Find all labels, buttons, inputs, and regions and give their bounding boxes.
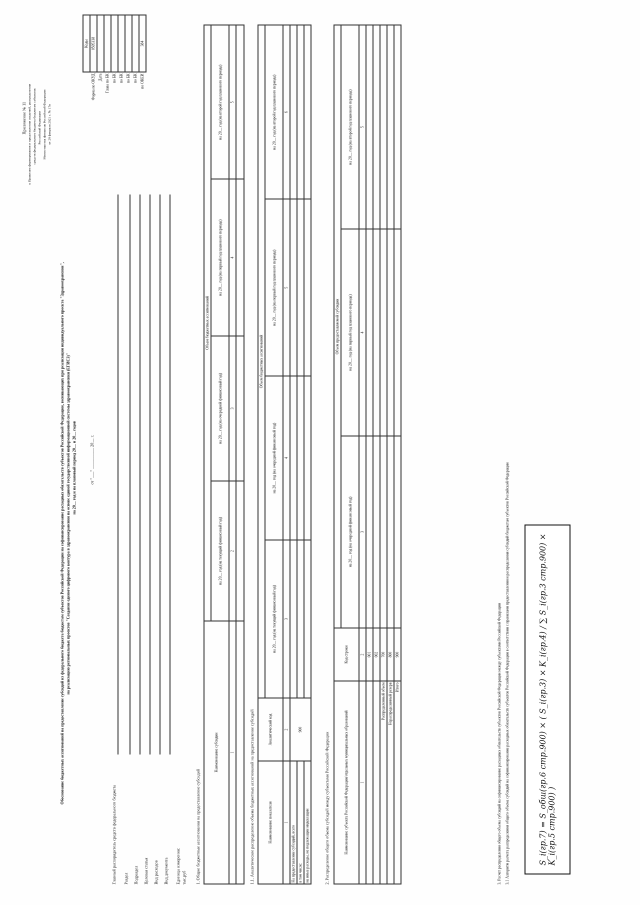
col-num: 4 xyxy=(283,376,290,540)
codes-value xyxy=(111,15,118,72)
table-cell xyxy=(380,25,387,229)
col-header: на 20__ год (на первый год планового периода) xyxy=(211,179,229,335)
table-cell xyxy=(366,25,373,229)
rotated-form xyxy=(1,0,640,905)
col-num: 3 xyxy=(359,436,366,628)
col-group-header: Объем бюджетных ассигнований xyxy=(258,25,265,698)
field-label: Вид расходов xyxy=(153,860,159,885)
table-cell xyxy=(366,436,373,628)
row-label: Итого xyxy=(394,681,401,884)
col-header: на 20__ год (на второй год планового периода) xyxy=(265,25,283,199)
codes-value xyxy=(118,15,125,72)
field-line xyxy=(118,195,119,755)
col-header: на 20__ год (на текущий финансовый год) xyxy=(265,540,283,698)
field-label: Целевая статья xyxy=(143,857,149,885)
codes-label: по БК xyxy=(126,73,131,84)
col-header: Код строки xyxy=(334,628,359,681)
row-label: на иные расходы, не подлежащие индексации xyxy=(304,761,311,884)
col-header: на 20__ год (на очередной финансовый год) xyxy=(265,376,283,540)
col-header: на 20__ год (на очередной финансовый год) xyxy=(211,336,229,481)
table-cell xyxy=(380,229,387,436)
appendix-line: Приложение № 11 xyxy=(21,101,27,135)
row-label: в том числе: xyxy=(297,761,304,884)
formula-text: S_i(гр.7) = S_обш(гр.6 стр.900) × ( S_i(гр.3) × K_i(гр.4) / ∑ S_i(гр.3 стр.900) × K_i(гр.5 стр.900) ) xyxy=(538,533,557,866)
codes-label: Дата xyxy=(98,73,103,82)
row-code: 700 xyxy=(380,628,387,681)
field-line xyxy=(140,195,141,755)
table-cell xyxy=(373,681,380,884)
table-cell xyxy=(236,336,244,481)
col-header: Аналитический код xyxy=(258,698,283,761)
table-cell xyxy=(290,540,297,698)
codes-label: по БК xyxy=(112,73,117,84)
codes-value xyxy=(97,15,104,72)
col-header: на 20__ год (на очередной финансовый год) xyxy=(341,436,359,628)
table-cell xyxy=(290,376,297,540)
col-num: 2 xyxy=(359,628,366,681)
table-cell xyxy=(297,540,304,698)
codes-value: 0505338 xyxy=(90,15,97,72)
field-line xyxy=(170,195,171,755)
col-num: 3 xyxy=(283,540,290,698)
section3-title: 3. Расчет распределения общего объема субсидий на софинансирование расходных обязательств субъектов Российской Федерации между субъектами Российской Федерации xyxy=(497,603,502,885)
col-num: 1 xyxy=(359,681,366,884)
table-cell xyxy=(387,229,394,436)
field-label: Единица измерения: xyxy=(175,848,181,885)
section3-subtitle: 3.1 Алгоритм расчета распределения общего объема субсидий на софинансирование расходных обязательств субъектов Российской Федерации в соответствии с правилами предоставления и распределения субсидий бюджетам субъектов Российской Федерации xyxy=(505,462,510,885)
row-label: На предоставление субсидий, всего xyxy=(290,761,297,884)
col-header: на 20__ год (на второй год планового периода) xyxy=(211,25,229,179)
appendix-line: Российской Федерации xyxy=(37,110,42,145)
section2-title: 2. Распределение общего объема субсидий между субъектами Российской Федерации xyxy=(324,731,330,885)
codes-label: по БК xyxy=(133,73,138,84)
table-cell xyxy=(304,376,311,540)
col-group-header: Объем бюджетных ассигнований xyxy=(204,25,211,621)
form-title: Обоснование бюджетных ассигнований на предоставление субсидий из федерального бюджета бюджетам субъектов Российской Федерации на софинансирование расходных обязательств субъектов Российской Федерации, возникающих при реализации индивидуального проекта "Здравоохранение", xyxy=(59,262,65,805)
col-num: 4 xyxy=(359,229,366,436)
codes-label: Глава по БК xyxy=(105,73,110,93)
table-cell xyxy=(304,540,311,698)
col-num: 3 xyxy=(229,336,236,481)
col-num: 5 xyxy=(283,199,290,376)
col-header: на 20__ год (на второй год планового периода) xyxy=(341,25,359,229)
field-label: Раздел xyxy=(123,872,129,885)
row-code: 800 xyxy=(387,628,394,681)
table-cell xyxy=(297,199,304,376)
col-header: на 20__ год (на текущий финансовый год) xyxy=(211,481,229,621)
appendix-line: средств федерального бюджета бюджетам субъектов xyxy=(32,88,37,165)
unit-label: тыс.руб xyxy=(181,870,187,885)
col-num: 2 xyxy=(283,698,290,761)
form-date: от "___" __________ 20__ г. xyxy=(89,435,95,485)
row-code: 900 xyxy=(394,628,401,681)
table-cell xyxy=(373,229,380,436)
col-group-header: Объем предоставляемой субсидии xyxy=(334,25,341,628)
col-header: на 20__ год (на первый год планового периода) xyxy=(341,229,359,436)
table-cell xyxy=(387,436,394,628)
section1-table xyxy=(204,25,245,885)
form-title-line2: на реализацию региональных проектов "Создание единого цифрового контура в здравоохранении на основе единой государственной информационной системы здравоохранения (ЕГИСЗ)" xyxy=(65,352,71,695)
field-label: Подраздел xyxy=(133,865,139,885)
field-line xyxy=(160,195,161,755)
appendix-line: к Правилам формирования и представления сведений, распределения xyxy=(27,83,32,185)
col-header: на 20__ год (на первый год планового периода) xyxy=(265,199,283,376)
table-cell xyxy=(297,25,304,199)
table-cell xyxy=(290,199,297,376)
field-line xyxy=(150,195,151,755)
section2-table xyxy=(334,25,402,885)
form-title-line3: на 20__ год и на плановый период 20__ и 20__ годов xyxy=(71,421,77,515)
col-num: 4 xyxy=(229,179,236,335)
table-cell xyxy=(290,25,297,199)
row-label: Нераспределенный резерв xyxy=(387,681,394,884)
table-cell xyxy=(373,436,380,628)
row-label: Распределенный объем xyxy=(380,681,387,884)
table-cell xyxy=(304,199,311,376)
col-header: Наименование показателя xyxy=(258,761,283,884)
col-header: Наименование субсидии xyxy=(204,621,229,884)
codes-value xyxy=(125,15,132,72)
row-code: 001 xyxy=(366,628,373,681)
field-line xyxy=(130,195,131,755)
table-cell xyxy=(394,436,401,628)
col-num: 1 xyxy=(283,761,290,884)
row-code: 900 xyxy=(290,698,311,761)
codes-header: Коды xyxy=(83,15,90,72)
table-cell xyxy=(236,25,244,179)
table-cell xyxy=(394,25,401,229)
codes-table xyxy=(83,15,147,155)
codes-value xyxy=(132,15,139,72)
table-cell xyxy=(387,25,394,229)
section1-title: 1. Общие бюджетные ассигнования на предоставление субсидий xyxy=(195,768,201,885)
appendix-line: от 28 февраля 2021 г. № 17н xyxy=(47,104,52,145)
codes-value: 384 xyxy=(139,15,146,72)
section11-table xyxy=(258,25,312,885)
table-cell xyxy=(297,376,304,540)
col-num: 5 xyxy=(359,25,366,229)
codes-label: по БК xyxy=(119,73,124,84)
appendix-line: Министерства финансов Российской Федерации xyxy=(42,89,47,160)
col-num: 1 xyxy=(229,621,236,884)
section11-title: 1.1. Аналитическое распределение объема бюджетных ассигнований на предоставление субсидий xyxy=(249,709,255,885)
table-cell xyxy=(304,25,311,199)
table-cell xyxy=(236,621,244,884)
table-cell xyxy=(366,681,373,884)
col-num: 6 xyxy=(283,25,290,199)
col-header: Наименование субъекта Российской Федерации/отдельных муниципальных образований xyxy=(334,681,359,884)
formula-box xyxy=(525,525,571,875)
codes-label: Форма по ОКУД xyxy=(91,73,96,101)
codes-value xyxy=(104,15,111,72)
table-cell xyxy=(373,25,380,229)
table-cell xyxy=(380,436,387,628)
table-cell xyxy=(236,179,244,335)
row-code: 002 xyxy=(373,628,380,681)
col-num: 2 xyxy=(229,481,236,621)
table-cell xyxy=(366,229,373,436)
table-cell xyxy=(236,481,244,621)
field-label: Главный распорядитель средств федерального бюджета xyxy=(111,785,117,885)
field-label: Вид документа xyxy=(163,857,169,885)
codes-label: по ОКЕИ xyxy=(140,73,145,89)
table-cell xyxy=(394,229,401,436)
col-num: 5 xyxy=(229,25,236,179)
